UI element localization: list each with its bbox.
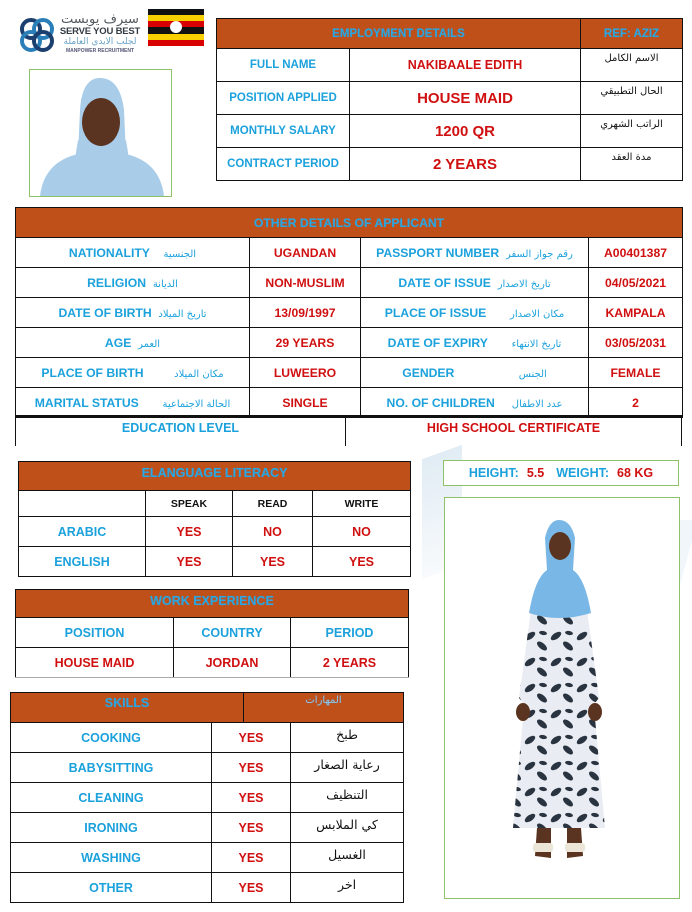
skill-ironing-value: YES [212,813,291,843]
english-write-value: YES [313,547,411,577]
monthly-salary-label: MONTHLY SALARY [217,115,350,148]
skill-cleaning-label: CLEANING [11,783,212,813]
age-label: AGE [104,335,132,350]
religion-arabic: الديانة [152,278,178,290]
english-read-value: YES [233,547,313,577]
place-of-birth-arabic: مكان الميلاد [174,368,224,380]
nationality-value: UGANDAN [250,238,361,268]
education-level-value: HIGH SCHOOL CERTIFICATE [426,421,601,435]
skill-other-value: YES [212,873,291,903]
english-speak-value: YES [146,547,233,577]
passport-number-label: PASSPORT NUMBER [376,245,500,260]
skills-header-arabic: المهارات [244,693,404,723]
details-row [16,298,683,328]
skill-ironing-label: IRONING [11,813,212,843]
employment-details-header: EMPLOYMENT DETAILS [217,19,581,49]
religion-label: RELIGION [87,275,147,290]
skill-washing-label: WASHING [11,843,212,873]
logo-arabic-name: سيرف يوبست [61,12,139,27]
reference-label: REF: AZIZ [581,19,683,49]
marital-status-value: SINGLE [250,388,361,418]
arabic-language-label: ARABIC [19,517,146,547]
gender-label: GENDER [402,365,455,380]
nationality-arabic: الجنسية [163,248,197,260]
position-applied-arabic: الحال التطبيقي [581,82,683,115]
education-level-label: EDUCATION LEVEL [16,417,346,446]
marital-status-label: MARITAL STATUS [34,395,139,410]
date-of-birth-value: 13/09/1997 [250,298,361,328]
date-of-issue-value: 04/05/2021 [589,268,683,298]
place-of-issue-value: KAMPALA [589,298,683,328]
write-column-header: WRITE [313,491,411,517]
full-name-label: FULL NAME [217,49,350,82]
arabic-speak-value: YES [146,517,233,547]
date-of-birth-arabic: تاريخ الميلاد [158,308,207,320]
number-of-children-arabic: عدد الاطفال [511,398,563,410]
contract-period-arabic: مدة العقد [581,148,683,181]
full-body-photo [444,497,680,899]
marital-status-arabic: الحالة الاجتماعية [162,398,231,410]
skill-babysitting-value: YES [212,753,291,783]
gender-arabic: الجنس [518,368,547,380]
arabic-write-value: NO [313,517,411,547]
weight-label: WEIGHT: [556,466,610,480]
portrait-photo [29,69,172,197]
skill-other-arabic: اخر [291,873,404,903]
work-country-value: JORDAN [174,648,291,678]
english-language-label: ENGLISH [19,547,146,577]
details-row [16,238,683,268]
uganda-flag-icon [148,9,204,46]
read-column-header: READ [233,491,313,517]
arabic-read-value: NO [233,517,313,547]
religion-value: NON-MUSLIM [250,268,361,298]
place-of-issue-arabic: مكان الاصدار [510,308,565,320]
date-of-issue-label: DATE OF ISSUE [398,275,491,290]
position-applied-label: POSITION APPLIED [217,82,350,115]
language-column-header [19,491,146,517]
skills-header: SKILLS [11,693,244,723]
gender-value: FEMALE [589,358,683,388]
place-of-birth-label: PLACE OF BIRTH [41,365,144,380]
other-details-header: OTHER DETAILS OF APPLICANT [16,208,683,238]
number-of-children-value: 2 [589,388,683,418]
weight-value: 68 KG [617,466,654,480]
logo-arabic-tagline: لجلب الايدي العاملة [63,37,137,47]
skill-cooking-arabic: طبخ [291,723,404,753]
logo-subtitle: MANPOWER RECRUITMENT [65,48,135,54]
skill-other-label: OTHER [11,873,212,903]
work-experience-header: WORK EXPERIENCE [16,590,409,618]
date-of-expiry-arabic: تاريخ الانتهاء [511,338,562,350]
monthly-salary-value: 1200 QR [350,115,581,148]
skill-washing-value: YES [212,843,291,873]
details-row [16,328,683,358]
monthly-salary-arabic: الراتب الشهري [581,115,683,148]
details-row [16,268,683,298]
place-of-issue-label: PLACE OF ISSUE [384,305,487,320]
details-row [16,388,683,418]
contract-period-value: 2 YEARS [350,148,581,181]
skill-cleaning-arabic: التنظيف [291,783,404,813]
skill-babysitting-label: BABYSITTING [11,753,212,783]
employment-details-table [216,18,683,181]
date-of-expiry-value: 03/05/2031 [589,328,683,358]
work-period-value: 2 YEARS [291,648,409,678]
logo-english-name: SERVE YOU BEST [59,26,141,37]
period-column-header: PERIOD [291,618,409,648]
skill-ironing-arabic: كي الملابس [291,813,404,843]
place-of-birth-value: LUWEERO [250,358,361,388]
country-column-header: COUNTRY [174,618,291,648]
speak-column-header: SPEAK [146,491,233,517]
date-of-birth-label: DATE OF BIRTH [58,305,152,320]
date-of-expiry-label: DATE OF EXPIRY [387,335,488,350]
work-position-value: HOUSE MAID [16,648,174,678]
education-row [15,415,682,446]
skill-cooking-label: COOKING [11,723,212,753]
height-label: HEIGHT: [468,466,519,480]
date-of-issue-arabic: تاريخ الاصدار [497,278,551,290]
language-literacy-table [18,461,411,577]
passport-number-arabic: رقم جواز السفر [505,248,573,260]
contract-period-label: CONTRACT PERIOD [217,148,350,181]
height-value: 5.5 [526,466,545,480]
full-name-arabic: الاسم الكامل [581,49,683,82]
skill-babysitting-arabic: رعاية الصغار [291,753,404,783]
skill-cooking-value: YES [212,723,291,753]
skill-washing-arabic: الغسيل [291,843,404,873]
age-arabic: العمر [138,338,161,350]
nationality-label: NATIONALITY [68,245,150,260]
company-logo-icon [17,14,57,56]
full-name-value: NAKIBAALE EDITH [350,49,581,82]
company-logo-text [55,13,145,55]
skill-cleaning-value: YES [212,783,291,813]
number-of-children-label: NO. OF CHILDREN [386,395,495,410]
details-row [16,358,683,388]
skills-table [10,692,404,903]
position-applied-value: HOUSE MAID [350,82,581,115]
passport-number-value: A00401387 [589,238,683,268]
position-column-header: POSITION [16,618,174,648]
language-literacy-header: ELANGUAGE LITERACY [19,462,411,491]
other-details-table [15,207,683,418]
height-weight-box [443,460,679,486]
age-value: 29 YEARS [250,328,361,358]
work-experience-table [15,589,409,678]
